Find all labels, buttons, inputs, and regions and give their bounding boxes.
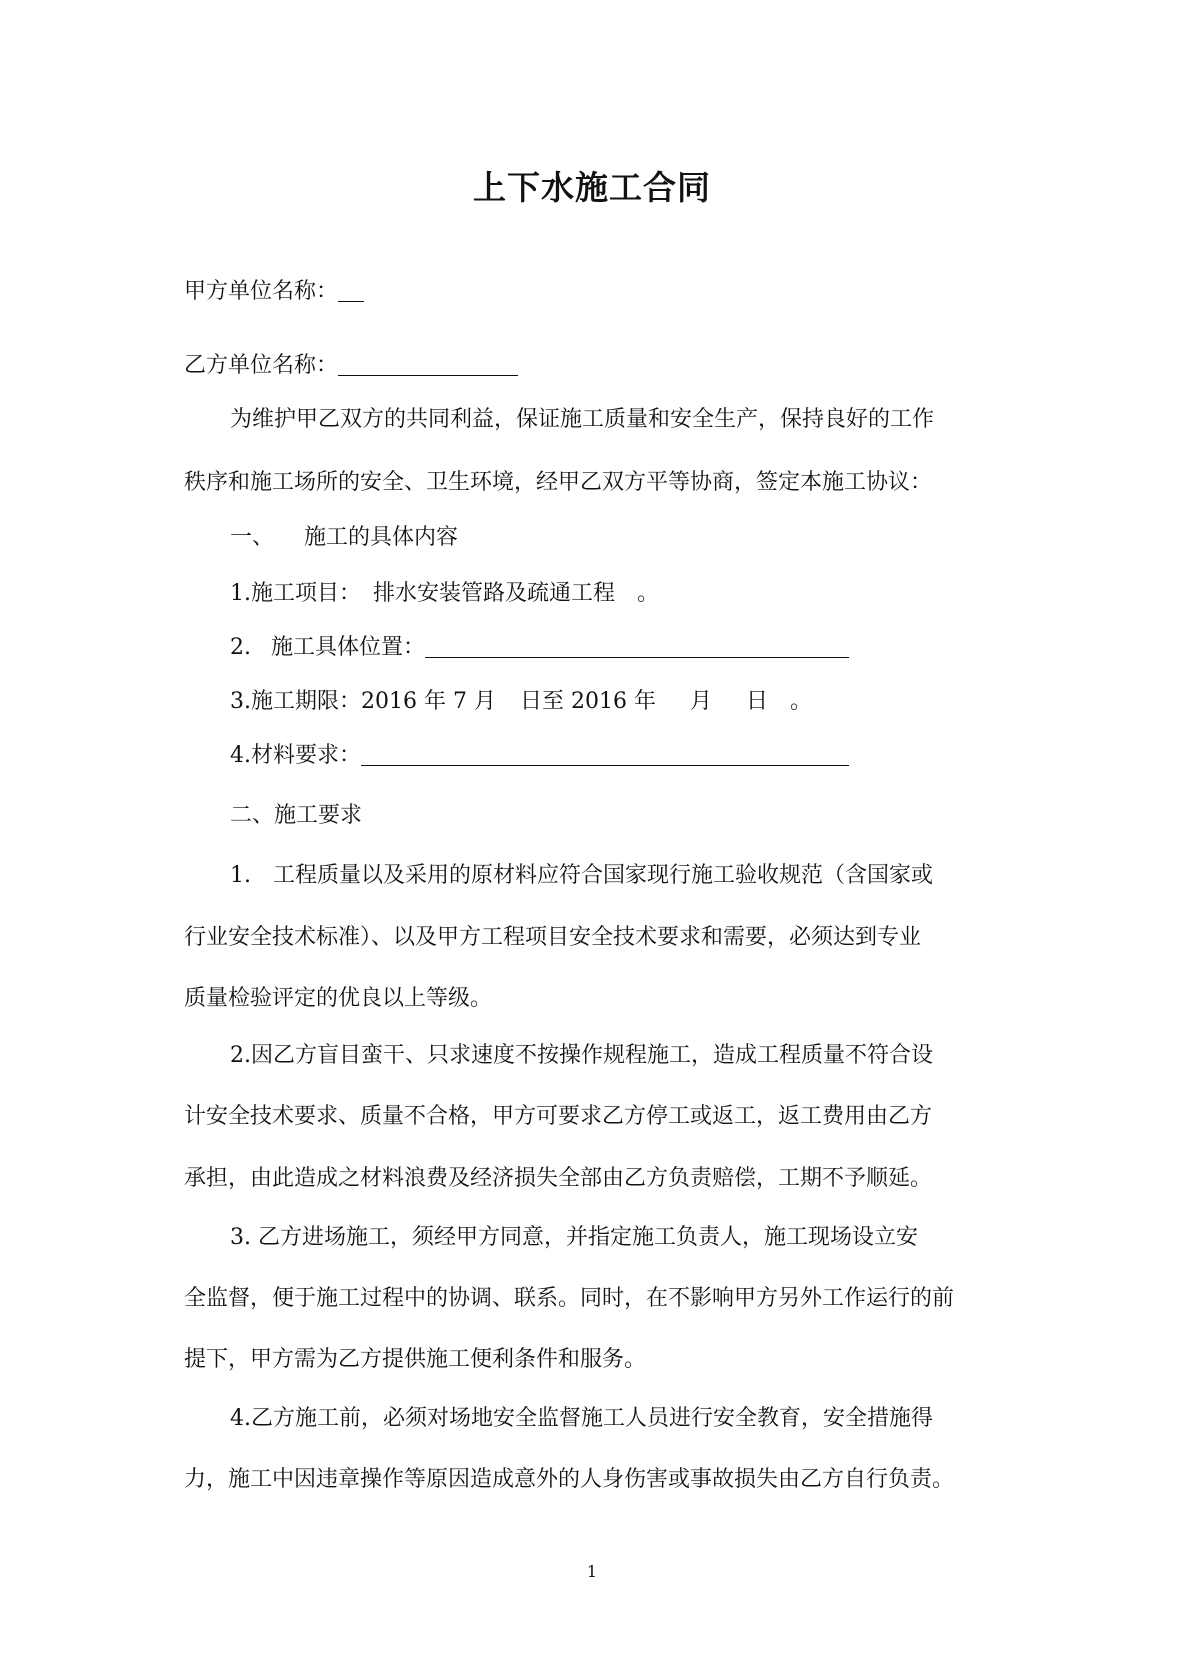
item-4-blank (361, 743, 849, 766)
section-1-heading (230, 522, 458, 554)
item-2-number: 2. (230, 635, 251, 660)
item-2-blank (425, 635, 849, 658)
item-3-period: 。 (789, 689, 812, 714)
item-1-end: 。 (637, 581, 660, 606)
section-1-title: 施工的具体内容 (304, 525, 459, 550)
item-3-day: 日 (745, 689, 768, 714)
section-2-p2-line-3: 承担，由此造成之材料浪费及经济损失全部由乙方负责赔偿，工期不予顺延。 (184, 1166, 933, 1191)
section-2-p1-line-1 (230, 860, 933, 892)
section-2-p3-line-1: 3. 乙方进场施工，须经甲方同意，并指定施工负责人，施工现场设立安 (230, 1225, 918, 1250)
item-1-line (230, 578, 659, 610)
section-1-number: 一、 (230, 525, 275, 550)
section-2-p3-line-2: 全监督，便于施工过程中的协调、联系。同时，在不影响甲方另外工作运行的前 (184, 1286, 955, 1311)
party-a-blank (338, 279, 364, 302)
section-2-p1-line-3: 质量检验评定的优良以上等级。 (184, 986, 493, 1011)
item-4-label: 4.材料要求： (230, 743, 361, 768)
item-1-value: 排水安装管路及疏通工程 (373, 581, 616, 606)
party-a-label: 甲方单位名称： (184, 279, 339, 304)
section-2-p2-line-2: 计安全技术要求、质量不合格，甲方可要求乙方停工或返工，返工费用由乙方 (184, 1104, 933, 1129)
section-2-p2-line-1: 2.因乙方盲目蛮干、只求速度不按操作规程施工，造成工程质量不符合设 (230, 1043, 933, 1068)
item-1-label: 1.施工项目： (230, 581, 361, 606)
intro-line-2: 秩序和施工场所的安全、卫生环境，经甲乙双方平等协商，签定本施工协议： (184, 470, 933, 495)
party-a-line (184, 276, 364, 308)
item-2-line (230, 632, 849, 664)
section-2-p1-text: 工程质量以及采用的原材料应符合国家现行施工验收规范（含国家或 (273, 863, 934, 888)
item-3-month: 月 (689, 689, 712, 714)
item-4-line (230, 740, 849, 772)
intro-line-1: 为维护甲乙双方的共同利益，保证施工质量和安全生产，保持良好的工作 (230, 407, 935, 432)
item-3-end-date: 日至 2016 年 (519, 689, 656, 714)
section-2-heading: 二、施工要求 (230, 803, 363, 828)
item-3-line (230, 686, 812, 718)
section-2-p4-line-1: 4.乙方施工前，必须对场地安全监督施工人员进行安全教育，安全措施得 (230, 1406, 933, 1431)
document-title: 上下水施工合同 (473, 168, 711, 207)
page-number: 1 (586, 1562, 598, 1581)
party-b-blank (338, 353, 518, 376)
section-2-p4-line-2: 力，施工中因违章操作等原因造成意外的人身伤害或事故损失由乙方自行负责。 (184, 1467, 955, 1492)
item-2-label: 施工具体位置： (271, 635, 426, 660)
party-b-line (184, 350, 518, 382)
section-2-p3-line-3: 提下，甲方需为乙方提供施工便利条件和服务。 (184, 1347, 647, 1372)
section-2-p1-number: 1. (230, 863, 251, 888)
section-2-p1-line-2: 行业安全技术标准）、以及甲方工程项目安全技术要求和需要，必须达到专业 (184, 925, 922, 950)
party-b-label: 乙方单位名称： (184, 353, 339, 378)
item-3-start: 3.施工期限：2016 年 7 月 (230, 689, 496, 714)
